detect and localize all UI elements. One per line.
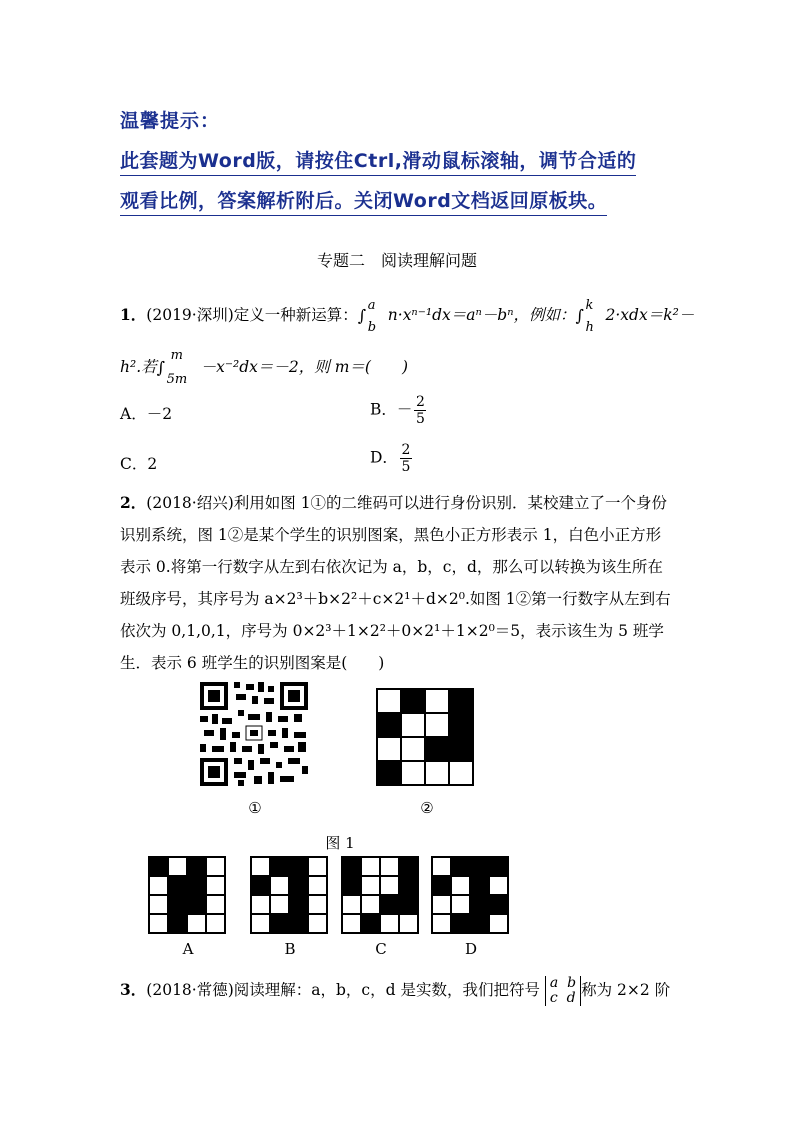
choice-c-cell-2-2 — [380, 895, 399, 914]
figure-1-2-grid — [376, 688, 474, 786]
figure-1-2-cell-2-1 — [401, 737, 425, 761]
choice-a-cell-1-1 — [168, 876, 187, 895]
choice-c-label: C — [375, 940, 387, 958]
figure-1-2-cell-3-0 — [377, 761, 401, 785]
q2-line-6: 生．表示 6 班学生的识别图案是( ) — [120, 654, 385, 672]
choice-d-cell-2-0 — [432, 895, 451, 914]
choice-a-cell-0-2 — [187, 857, 206, 876]
choice-b-cell-0-0 — [251, 857, 270, 876]
choice-b-cell-2-2 — [289, 895, 308, 914]
qr-code-image — [198, 680, 310, 788]
choice-c-cell-0-0 — [342, 857, 361, 876]
choice-d-cell-3-3 — [489, 914, 508, 933]
choice-c-cell-1-2 — [380, 876, 399, 895]
figure-1-2-cell-1-2 — [425, 713, 449, 737]
choice-d-cell-2-1 — [451, 895, 470, 914]
choice-c-cell-2-3 — [399, 895, 418, 914]
choice-a-cell-2-0 — [149, 895, 168, 914]
tip-line-2: 观看比例，答案解析附后。关闭Word文档返回原板块。 — [120, 186, 607, 216]
q1-option-d[interactable]: D． $\frac{2}{5}$ — [370, 442, 411, 475]
choice-c-cell-2-1 — [361, 895, 380, 914]
choice-a-cell-2-1 — [168, 895, 187, 914]
choice-a-cell-0-0 — [149, 857, 168, 876]
q1-option-c[interactable]: C．2 — [120, 455, 158, 473]
choice-b-label: B — [284, 940, 296, 958]
choice-b-cell-2-1 — [270, 895, 289, 914]
choice-c-cell-2-0 — [342, 895, 361, 914]
choice-d-label: D — [464, 940, 478, 958]
choice-d-cell-0-1 — [451, 857, 470, 876]
choice-b-cell-1-2 — [289, 876, 308, 895]
figure-1-2-cell-2-0 — [377, 737, 401, 761]
choice-b-cell-2-3 — [308, 895, 327, 914]
determinant-symbol: a b c d — [545, 976, 581, 1006]
figure-1-2-cell-0-3 — [449, 689, 473, 713]
q1-line-2 — [120, 348, 409, 387]
figure-1-2-cell-2-2 — [425, 737, 449, 761]
q1-line-1 — [120, 298, 695, 335]
choice-b-cell-0-2 — [289, 857, 308, 876]
integral-sign: ∫ m 5m — [156, 348, 188, 387]
choice-a-cell-3-1 — [168, 914, 187, 933]
choice-a-cell-2-2 — [187, 895, 206, 914]
q1-option-a[interactable]: A．－2 — [120, 405, 173, 423]
figure-1-2-cell-0-0 — [377, 689, 401, 713]
q3-line-1: 3．(2018·常德)阅读理解：a，b，c，d 是实数，我们把符号 a b c d 称为 2×2 阶 — [120, 975, 671, 1006]
figure-1-2-cell-3-2 — [425, 761, 449, 785]
choice-d-cell-1-1 — [451, 876, 470, 895]
choice-d-cell-3-1 — [451, 914, 470, 933]
figure-1-2-cell-2-3 — [449, 737, 473, 761]
choice-a-cell-3-2 — [187, 914, 206, 933]
choice-a-cell-0-3 — [206, 857, 225, 876]
choice-c-cell-0-2 — [380, 857, 399, 876]
choice-a-cell-3-3 — [206, 914, 225, 933]
choice-d-cell-0-2 — [470, 857, 489, 876]
q2-line-1: 2．(2018·绍兴)利用如图 1①的二维码可以进行身份识别．某校建立了一个身份 — [120, 493, 668, 512]
choice-c-grid[interactable] — [341, 856, 419, 934]
figure-1-2-cell-0-1 — [401, 689, 425, 713]
choice-d-grid[interactable] — [431, 856, 509, 934]
choice-d-cell-2-3 — [489, 895, 508, 914]
choice-d-cell-2-2 — [470, 895, 489, 914]
choice-a-cell-1-0 — [149, 876, 168, 895]
choice-b-cell-0-3 — [308, 857, 327, 876]
q1-text: 定义一种新运算： — [233, 306, 358, 324]
choice-d-cell-3-0 — [432, 914, 451, 933]
choice-d-cell-1-0 — [432, 876, 451, 895]
choice-b-cell-1-3 — [308, 876, 327, 895]
q1-expr-3: －x⁻²dx＝－2，则 m＝( ) — [200, 358, 409, 376]
choice-c-cell-0-1 — [361, 857, 380, 876]
choice-d-cell-0-3 — [489, 857, 508, 876]
choice-a-label: A — [182, 940, 194, 958]
integral-sign: ∫ a b — [357, 298, 377, 335]
choice-b-grid[interactable] — [250, 856, 328, 934]
figure-1-2-cell-1-3 — [449, 713, 473, 737]
choice-c-cell-1-0 — [342, 876, 361, 895]
choice-b-cell-3-2 — [289, 914, 308, 933]
choice-b-cell-3-3 — [308, 914, 327, 933]
q1-option-b[interactable]: B．－ $\frac{2}{5}$ — [370, 394, 425, 427]
choice-a-cell-1-2 — [187, 876, 206, 895]
figure-1-2-cell-0-2 — [425, 689, 449, 713]
q2-line-3: 表示 0.将第一行数字从左到右依次记为 a，b，c，d，那么可以转换为该生所在 — [120, 558, 663, 576]
choice-c-cell-1-3 — [399, 876, 418, 895]
figure-1-2-cell-1-1 — [401, 713, 425, 737]
section-title: 专题二 阅读理解问题 — [316, 251, 477, 270]
choice-b-cell-3-0 — [251, 914, 270, 933]
tip-line-1: 此套题为Word版，请按住Ctrl,滑动鼠标滚轴，调节合适的 — [120, 146, 636, 176]
figure-label-2: ② — [420, 799, 434, 817]
figure-1-2-cell-3-1 — [401, 761, 425, 785]
q1-number: 1． — [120, 305, 147, 324]
choice-b-cell-0-1 — [270, 857, 289, 876]
q1-expr-1: n·xⁿ⁻¹dx＝aⁿ－bⁿ，例如： — [387, 306, 576, 324]
q2-line-4: 班级序号，其序号为 a×2³＋b×2²＋c×2¹＋d×2⁰.如图 1②第一行数字从左到右 — [120, 590, 671, 608]
choice-b-cell-1-0 — [251, 876, 270, 895]
q1-text-2: h².若 — [120, 358, 157, 376]
choice-b-cell-2-0 — [251, 895, 270, 914]
choice-c-cell-3-3 — [399, 914, 418, 933]
figure-caption: 图 1 — [325, 834, 355, 852]
choice-a-cell-2-3 — [206, 895, 225, 914]
choice-d-cell-1-2 — [470, 876, 489, 895]
choice-c-cell-3-1 — [361, 914, 380, 933]
choice-a-cell-0-1 — [168, 857, 187, 876]
integral-sign: ∫ k h — [575, 298, 594, 335]
choice-c-cell-3-2 — [380, 914, 399, 933]
q1-source: (2019·深圳) — [146, 306, 234, 324]
choice-d-cell-0-0 — [432, 857, 451, 876]
choice-a-cell-3-0 — [149, 914, 168, 933]
q1-expr-2: 2·xdx＝k²－ — [605, 306, 695, 324]
choice-b-cell-3-1 — [270, 914, 289, 933]
figure-label-1: ① — [248, 799, 262, 817]
choice-c-cell-3-0 — [342, 914, 361, 933]
choice-d-cell-1-3 — [489, 876, 508, 895]
choice-c-cell-0-3 — [399, 857, 418, 876]
figure-1-2-cell-3-3 — [449, 761, 473, 785]
choice-d-cell-3-2 — [470, 914, 489, 933]
choice-c-cell-1-1 — [361, 876, 380, 895]
q2-line-5: 依次为 0,1,0,1，序号为 0×2³＋1×2²＋0×2¹＋1×2⁰＝5，表示该生为 5 班学 — [120, 622, 664, 640]
figure-1-2-cell-1-0 — [377, 713, 401, 737]
q2-line-2: 识别系统，图 1②是某个学生的识别图案，黑色小正方形表示 1，白色小正方形 — [120, 526, 662, 544]
choice-b-cell-1-1 — [270, 876, 289, 895]
choice-a-cell-1-3 — [206, 876, 225, 895]
choice-a-grid[interactable] — [148, 856, 226, 934]
tip-title: 温馨提示： — [120, 110, 221, 132]
